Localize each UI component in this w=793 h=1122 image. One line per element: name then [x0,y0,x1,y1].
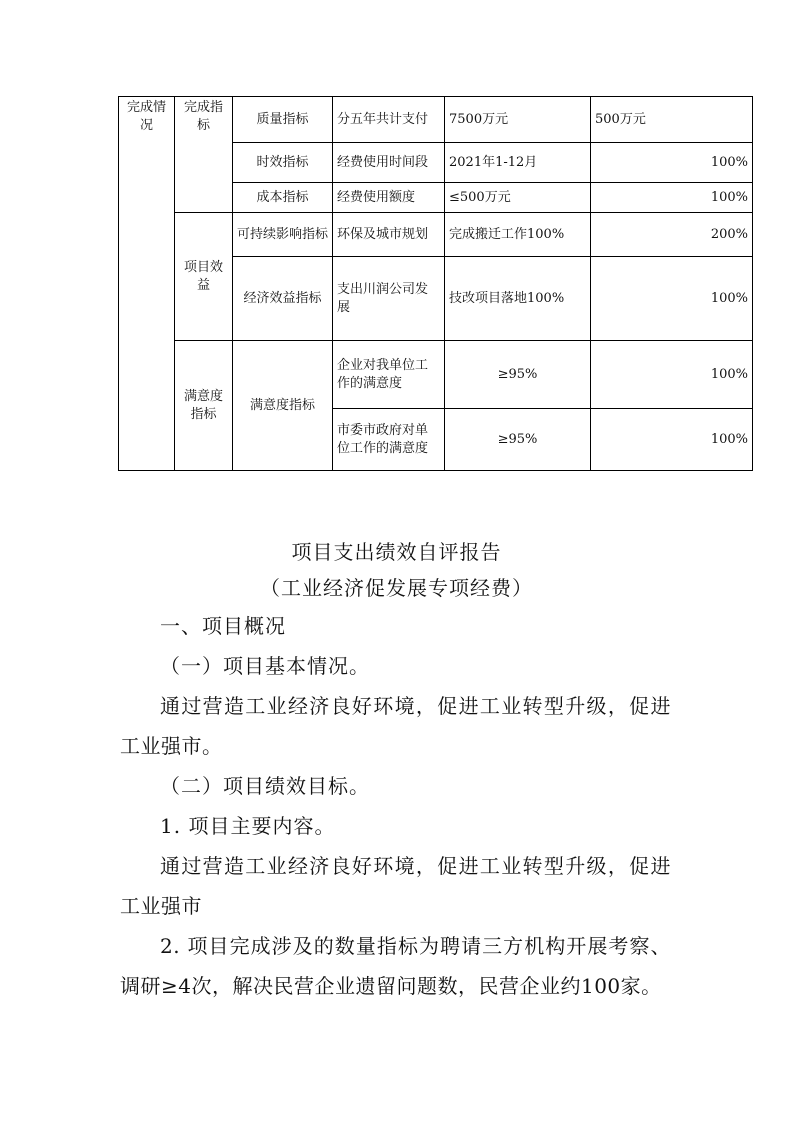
economic-target: 技改项目落地100% [445,257,591,341]
enterprise-actual: 100% [591,341,753,409]
enterprise-content: 企业对我单位工作的满意度 [333,341,445,409]
quality-content: 分五年共计支付 [333,97,445,143]
gov-actual: 100% [591,409,753,471]
timeliness-actual: 100% [591,143,753,183]
completion-cell: 完成情况 [119,97,175,471]
sustain-label: 可持续影响指标 [233,213,333,257]
gov-content: 市委市政府对单位工作的满意度 [333,409,445,471]
paragraph-basic: 通过营造工业经济良好环境，促进工业转型升级，促进工业强市。 [120,694,671,758]
section-heading: 一、项目概况 [160,614,286,638]
satisfaction-sub-cell: 满意度指标 [233,341,333,471]
timeliness-target: 2021年1-12月 [445,143,591,183]
cost-target: ≤500万元 [445,183,591,213]
economic-actual: 100% [591,257,753,341]
quality-target: 7500万元 [445,97,591,143]
quality-label: 质量指标 [233,97,333,143]
quality-actual: 500万元 [591,97,753,143]
economic-label: 经济效益指标 [233,257,333,341]
cost-label: 成本指标 [233,183,333,213]
performance-table [118,96,753,471]
subsection-basic: （一）项目基本情况。 [160,654,370,678]
project-benefit-cell: 项目效益 [175,213,233,341]
cost-actual: 100% [591,183,753,213]
completion-indicator-cell: 完成指标 [175,97,233,213]
timeliness-content: 经费使用时间段 [333,143,445,183]
sustain-content: 环保及城市规划 [333,213,445,257]
sustain-actual: 200% [591,213,753,257]
economic-content: 支出川润公司发展 [333,257,445,341]
satisfaction-cell: 满意度指标 [175,341,233,471]
item-main-content: 1. 项目主要内容。 [160,814,336,838]
timeliness-label: 时效指标 [233,143,333,183]
report-subtitle: （工业经济促发展专项经费） [260,576,533,600]
cost-content: 经费使用额度 [333,183,445,213]
enterprise-target: ≥95% [445,341,591,409]
report-body [0,528,793,1006]
sustain-target: 完成搬迁工作100% [445,213,591,257]
gov-target: ≥95% [445,409,591,471]
paragraph-main-content: 通过营造工业经济良好环境，促进工业转型升级，促进工业强市 [120,854,671,918]
report-title: 项目支出绩效自评报告 [291,540,502,564]
subsection-goals: （二）项目绩效目标。 [160,774,370,798]
paragraph-quantity: 2. 项目完成涉及的数量指标为聘请三方机构开展考察、调研≥4次，解决民营企业遗留问题数，民营企业约100家。 [120,934,671,998]
